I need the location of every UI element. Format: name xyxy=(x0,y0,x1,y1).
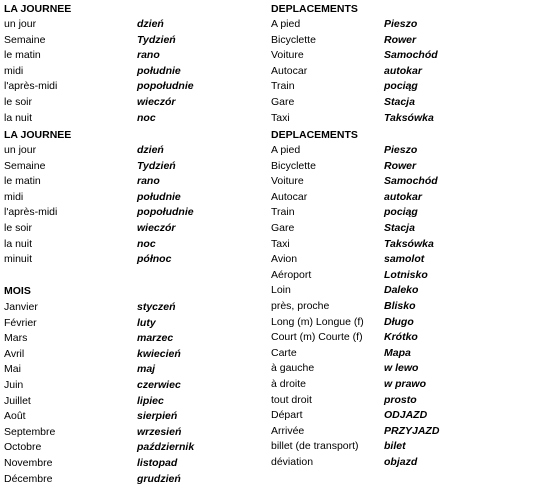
french-term: Taxi xyxy=(271,111,290,124)
polish-term: bilet xyxy=(384,440,406,453)
polish-term: pociąg xyxy=(384,80,418,93)
french-term: Gare xyxy=(271,96,295,108)
polish-term: Blisko xyxy=(384,300,416,312)
polish-term: lipiec xyxy=(137,394,164,407)
french-term: Juillet xyxy=(4,394,31,407)
french-term: la nuit xyxy=(4,111,33,124)
polish-term: Mapa xyxy=(384,346,411,359)
french-term: midi xyxy=(4,64,24,77)
french-term: un jour xyxy=(4,18,37,30)
french-term: Juin xyxy=(4,379,24,391)
french-term: Arrivée xyxy=(271,424,305,437)
french-term: Gare xyxy=(271,222,295,234)
french-term: Avril xyxy=(4,347,25,360)
polish-term: Pieszo xyxy=(384,18,418,30)
polish-term: Samochód xyxy=(384,49,438,62)
french-term: à gauche xyxy=(271,362,315,375)
french-term: Autocar xyxy=(271,190,308,203)
polish-term: Stacja xyxy=(384,96,415,108)
polish-term: Daleko xyxy=(384,284,419,297)
french-term: Novembre xyxy=(4,457,53,469)
polish-term: czerwiec xyxy=(137,379,181,391)
french-term: Autocar xyxy=(271,64,308,77)
polish-term: popołudnie xyxy=(137,206,194,219)
polish-term: ODJAZD xyxy=(384,409,428,422)
french-term: Octobre xyxy=(4,441,42,454)
polish-term: Długo xyxy=(384,315,414,328)
polish-term: objazd xyxy=(384,456,418,468)
polish-term: pociąg xyxy=(384,206,418,219)
french-term: Court (m) Courte (f) xyxy=(271,331,363,344)
polish-term: wieczór xyxy=(137,96,176,108)
french-term: Semaine xyxy=(4,33,46,46)
polish-term: Pieszo xyxy=(384,144,418,156)
polish-term: grudzień xyxy=(137,472,181,485)
polish-term: sierpień xyxy=(137,410,178,423)
french-term: l'après-midi xyxy=(4,206,58,219)
french-term: déviation xyxy=(271,456,314,468)
polish-term: kwiecień xyxy=(137,347,181,360)
french-term: Bicyclette xyxy=(271,159,316,172)
french-term: A pied xyxy=(271,18,301,30)
french-term: le matin xyxy=(4,49,41,62)
polish-term: północ xyxy=(137,253,172,266)
polish-term: Stacja xyxy=(384,222,415,234)
deplacements-heading: DEPLACEMENTS xyxy=(271,3,358,15)
polish-term: Tydzień xyxy=(137,159,176,172)
french-term: Décembre xyxy=(4,472,53,485)
polish-term: Rower xyxy=(384,33,417,46)
french-term: Loin xyxy=(271,284,291,297)
french-term: Voiture xyxy=(271,175,304,188)
polish-term: Lotnisko xyxy=(384,268,428,281)
polish-term: rano xyxy=(137,49,160,62)
polish-term: Tydzień xyxy=(137,33,176,46)
polish-term: noc xyxy=(137,237,156,250)
french-term: le soir xyxy=(4,222,33,234)
french-term: A pied xyxy=(271,144,301,156)
polish-term: w lewo xyxy=(384,362,419,375)
polish-term: październik xyxy=(137,441,195,454)
mois-heading: MOIS xyxy=(4,285,31,297)
journee-heading: LA JOURNEE xyxy=(4,129,72,141)
journee-heading: LA JOURNEE xyxy=(4,3,72,15)
polish-term: listopad xyxy=(137,457,178,469)
french-term: Train xyxy=(271,80,295,93)
french-term: midi xyxy=(4,190,24,203)
french-term: l'après-midi xyxy=(4,80,58,93)
french-term: Départ xyxy=(271,409,303,422)
polish-term: prosto xyxy=(384,393,417,406)
french-term: le matin xyxy=(4,175,41,188)
polish-term: w prawo xyxy=(384,378,427,390)
polish-term: dzień xyxy=(137,18,164,30)
polish-term: autokar xyxy=(384,64,422,77)
french-term: près, proche xyxy=(271,300,330,312)
french-term: Train xyxy=(271,206,295,219)
polish-term: południe xyxy=(137,64,181,77)
polish-term: wrzesień xyxy=(137,425,182,438)
polish-term: luty xyxy=(137,316,156,329)
polish-term: południe xyxy=(137,190,181,203)
french-term: Aéroport xyxy=(271,268,312,281)
french-term: Septembre xyxy=(4,425,56,438)
polish-term: Taksówka xyxy=(384,111,434,124)
polish-term: styczeń xyxy=(137,301,176,313)
french-term: Carte xyxy=(271,346,297,359)
french-term: Août xyxy=(4,410,26,423)
polish-term: dzień xyxy=(137,144,164,156)
polish-term: Rower xyxy=(384,159,417,172)
polish-term: popołudnie xyxy=(137,80,194,93)
polish-term: maj xyxy=(137,363,156,376)
french-term: Voiture xyxy=(271,49,304,62)
french-term: tout droit xyxy=(271,393,312,406)
french-term: Semaine xyxy=(4,159,46,172)
french-term: la nuit xyxy=(4,237,33,250)
french-term: Mai xyxy=(4,363,21,376)
french-term: Bicyclette xyxy=(271,33,316,46)
polish-term: PRZYJAZD xyxy=(384,424,440,437)
polish-term: rano xyxy=(137,175,160,188)
french-term: Long (m) Longue (f) xyxy=(271,315,364,328)
french-term: Taxi xyxy=(271,237,290,250)
french-term: le soir xyxy=(4,96,33,108)
french-term: billet (de transport) xyxy=(271,440,359,453)
french-term: à droite xyxy=(271,378,307,390)
polish-term: autokar xyxy=(384,190,422,203)
polish-term: Krótko xyxy=(384,331,418,344)
french-term: Janvier xyxy=(4,301,38,313)
polish-term: Samochód xyxy=(384,175,438,188)
polish-term: Taksówka xyxy=(384,237,434,250)
french-term: Février xyxy=(4,316,37,329)
polish-term: marzec xyxy=(137,332,174,345)
french-term: Mars xyxy=(4,332,28,345)
french-term: un jour xyxy=(4,144,37,156)
polish-term: wieczór xyxy=(137,222,176,234)
deplacements-heading: DEPLACEMENTS xyxy=(271,129,358,141)
french-term: minuit xyxy=(4,253,33,266)
french-term: Avion xyxy=(271,253,298,266)
polish-term: samolot xyxy=(384,253,425,266)
polish-term: noc xyxy=(137,111,156,124)
